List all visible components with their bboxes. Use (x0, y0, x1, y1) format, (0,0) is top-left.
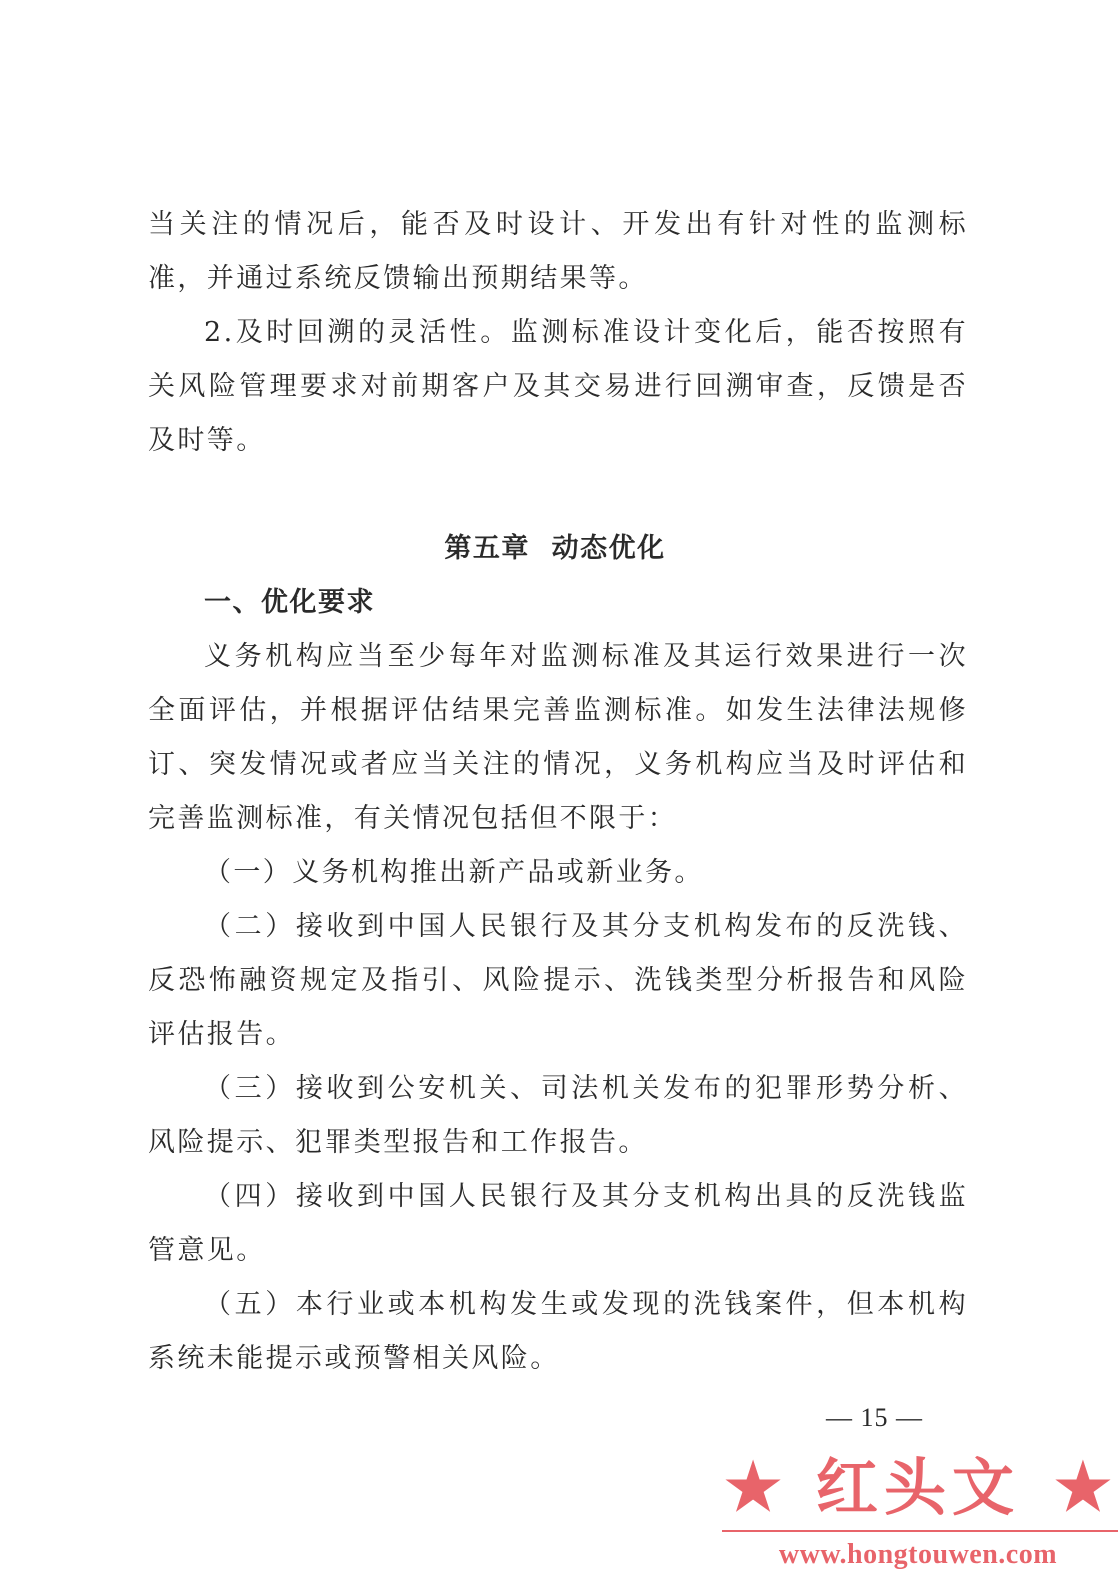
paragraph-list-item-1: （一）义务机构推出新产品或新业务。 (204, 857, 704, 888)
section-heading: 一、优化要求 (204, 587, 375, 618)
paragraph-list-item-3: （三）接收到公安机关、司法机关发布的犯罪形势分析、风险提示、犯罪类型报告和工作报告。 (148, 1073, 968, 1158)
watermark-logo[interactable] (718, 1448, 1118, 1585)
paragraph-intro: 义务机构应当至少每年对监测标准及其运行效果进行一次全面评估，并根据评估结果完善监测标准。如发生法律法规修订、突发情况或者应当关注的情况，义务机构应当及时评估和完善监测标准，有关情况包括但不限于： (148, 641, 968, 834)
star-icon-left: ★ (724, 1450, 782, 1525)
paragraph-list-item-4: （四）接收到中国人民银行及其分支机构出具的反洗钱监管意见。 (148, 1181, 968, 1266)
watermark-url[interactable]: www.hongtouwen.com (778, 1539, 1058, 1570)
page-number: — 15 — (826, 1403, 923, 1432)
paragraph-list-item-5: （五）本行业或本机构发生或发现的洗钱案件，但本机构系统未能提示或预警相关风险。 (148, 1289, 968, 1374)
chapter-title: 第五章 动态优化 (444, 533, 666, 564)
star-icon-right: ★ (1054, 1450, 1112, 1525)
watermark-title: 红头文 (815, 1451, 1020, 1524)
paragraph-item-2-retrospective-flexibility: 2.及时回溯的灵活性。监测标准设计变化后，能否按照有关风险管理要求对前期客户及其交易进行回溯审查，反馈是否及时等。 (148, 317, 968, 456)
paragraph-continuation: 当关注的情况后，能否及时设计、开发出有针对性的监测标准，并通过系统反馈输出预期结果等。 (148, 209, 968, 294)
watermark-title-row (718, 1448, 1118, 1528)
paragraph-list-item-2: （二）接收到中国人民银行及其分支机构发布的反洗钱、反恐怖融资规定及指引、风险提示、洗钱类型分析报告和风险评估报告。 (148, 911, 968, 1050)
